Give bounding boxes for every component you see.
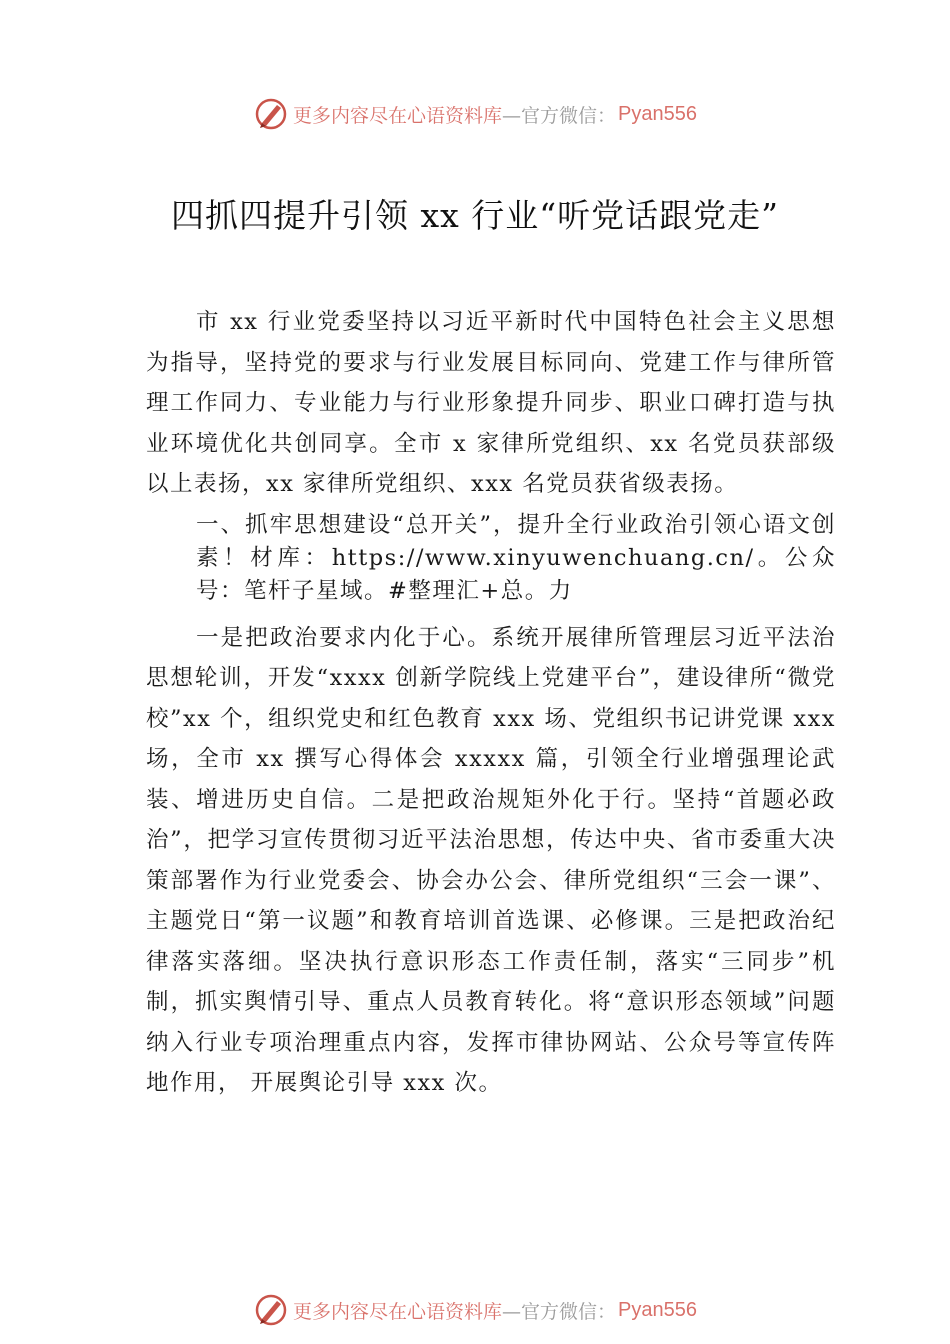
watermark-label: —官方微信： xyxy=(502,104,617,127)
watermark-text: 更多内容尽在心语资料库 xyxy=(293,104,503,127)
watermark-wechat-id: Pyan556 xyxy=(618,102,697,125)
watermark-label: —官方微信： xyxy=(502,1300,617,1323)
document-title: 四抓四提升引领 xx 行业“听党话跟党走” xyxy=(171,196,779,235)
content-paragraph: 一是把政治要求内化于心。系统开展律所管理层习近平法治思想轮训，开发“xxxx 创新学院线上党建平台”，建设律所“微党校”xx 个，组织党史和红色教育 xxx 场、党组织书记讲党课 xxx 场，全市 xx 撰写心得体会 xxxxx 篇，引领全行业增强理论武装、增进历史自信。二是把政治规矩外化于行。坚持“首题必政治”，把学习宣传贯彻习近平法治思想，传达中央、省市委重大决策部署作为行业党委会、协会办公会、律所党组织“三会一课”、主题党日“第一议题”和教育培训首选课、必修课。三是把政治纪律落实落细。坚决执行意识形态工作责任制，落实“三同步”机制，抓实舆情引导、重点人员教育转化。将“意识形态领域”问题纳入行业专项治理重点内容，发挥市律协网站、公众号等宣传阵地作用， 开展舆论引导 xxx 次。 xyxy=(146,624,836,1096)
document-body xyxy=(146,302,836,1104)
pen-logo-icon xyxy=(253,1292,289,1328)
intro-paragraph: 市 xx 行业党委坚持以习近平新时代中国特色社会主义思想为指导，坚持党的要求与行业发展目标同向、党建工作与律所管理工作同力、专业能力与行业形象提升同步、职业口碑打造与执业环境优化共创同享。全市 x 家律所党组织、xx 名党员获部级以上表扬，xx 家律所党组织、xxx 名党员获省级表扬。 xyxy=(146,309,836,497)
pen-logo-icon xyxy=(253,96,289,132)
header-watermark xyxy=(0,94,950,134)
watermark-text: 更多内容尽在心语资料库 xyxy=(293,1300,503,1323)
watermark-wechat-id: Pyan556 xyxy=(618,1298,697,1321)
section-heading: 一、抓牢思想建设“总开关”，提升全行业政治引领心语文创素！材库：https://www.xinyuwenchuang.cn/。公众号：笔杆子星域。#整理汇+总。力 xyxy=(196,511,836,604)
footer-watermark xyxy=(0,1290,950,1330)
